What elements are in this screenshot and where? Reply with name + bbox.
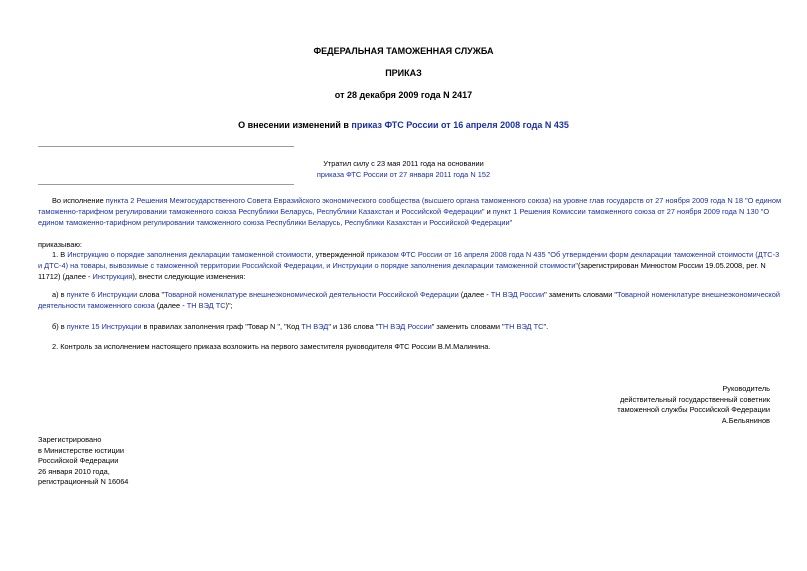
item-text: " и 136 слова " [328,322,379,331]
tnved-rf-full-link[interactable]: Товарной номенклатуре внешнеэкономической деятельности Российской Федерации [164,290,459,299]
preamble-link-decision-18[interactable]: пункта 2 Решения Межгосударственного Совета Евразийского экономического сообщества (высшего органа таможенного союза) на уровне глав государств от 27 ноября 2009 года N 18 "О едином таможенно-тарифном регулировании таможенного союза Республики Беларусь, Республики Казахстан и Российской Федерации" [38,196,782,216]
tnved-russia-link[interactable]: ТН ВЭД России [490,290,545,299]
tnved-russia-link-2[interactable]: ТН ВЭД России [378,322,432,331]
order-435-link[interactable]: приказом ФТС России от 16 апреля 2008 года N 435 "Об утверждении форм декларации таможенной стоимости (ДТС-3 и ДТС-4) на товары, вывозимые с таможенной территории Российской Федерации, и Инструкции о порядке заполнения декларации таможенной стоимости" [38,250,780,270]
status-note [0,158,807,180]
registration-line: Зарегистрировано [38,435,102,444]
divider-bottom [38,184,294,185]
status-note-text: Утратил силу с 23 мая 2011 года на основании [323,159,484,168]
item-a [38,290,783,312]
item-text: 1. В [52,250,68,259]
signature-rank: действительный государственный советник [619,394,770,404]
point-6-link[interactable]: пункте 6 Инструкции [66,290,138,299]
registration-line: в Министерстве юстиции [38,445,125,455]
instruction-link[interactable]: Инструкцию о порядке заполнения декларации таможенной стоимости [67,250,312,259]
registration-block [38,435,128,488]
preamble-text: Во исполнение [52,196,106,205]
subject-prefix: О внесении изменений в [238,120,352,130]
item-text: (далее - [154,300,187,310]
registration-line: Российской Федерации [38,456,119,466]
doc-date-number: от 28 декабря 2009 года N 2417 [334,90,473,100]
tnved-ts-link-2[interactable]: ТН ВЭД ТС [504,322,544,331]
item-text: , утвержденной [311,250,367,259]
instruction-short-link[interactable]: Инструкция [92,271,133,281]
item-text: ". [543,322,549,331]
item-text: " заменить словами " [431,322,505,331]
subject-link[interactable]: приказ ФТС России от 16 апреля 2008 года N 435 [351,120,569,130]
preamble-text: и [484,206,493,216]
item-text: ), внести следующие изменения: [132,271,246,281]
agency-title: ФЕДЕРАЛЬНАЯ ТАМОЖЕННАЯ СЛУЖБА [313,46,494,56]
item-text: б) в [52,322,67,331]
tnved-ts-link[interactable]: ТН ВЭД ТС [186,300,226,310]
preamble [38,196,783,228]
registration-number: регистрационный N 16064 [38,477,129,487]
order-word: приказываю: [38,240,82,249]
item-text: а) в [52,290,67,299]
tnved-code-link[interactable]: ТН ВЭД [301,322,329,331]
status-note-link[interactable]: приказа ФТС России от 27 января 2011 года N 152 [316,170,491,179]
item-text: " заменить словами " [544,290,618,299]
item-text: )"; [225,300,233,310]
preamble-link-decision-130[interactable]: пункт 1 Решения Комиссии таможенного союза от 27 ноября 2009 года N 130 "О едином таможенно-тарифном регулировании таможенного союза Республики Беларусь, Республики Казахстан и Российской Федерации" [38,206,770,227]
doc-type: ПРИКАЗ [385,68,422,78]
signature-title: Руководитель [722,384,770,393]
divider-top [38,146,294,147]
signature-name: А.Бельянинов [721,415,770,425]
item-text: слова " [137,290,165,299]
item-1 [38,250,783,282]
item-text: (зарегистрирован Минюстом России 19.05.2008, рег. N 11712) (далее - [38,260,766,281]
signature-block [617,384,770,426]
doc-subject [0,120,807,130]
signature-rank-2: таможенной службы Российской Федерации [617,405,770,415]
item-b [38,322,783,333]
item-text: в правилах заполнения граф "Товар N ", "Код [141,322,302,331]
point-15-link[interactable]: пункте 15 Инструкции [66,322,142,331]
item-2: 2. Контроль за исполнением настоящего приказа возложить на первого заместителя руководителя ФТС России В.М.Малинина. [52,342,491,351]
tnved-ts-full-link[interactable]: Товарной номенклатуре внешнеэкономической деятельности таможенного союза [38,290,780,310]
item-text: (далее - [458,290,491,299]
registration-date: 26 января 2010 года, [38,466,110,476]
